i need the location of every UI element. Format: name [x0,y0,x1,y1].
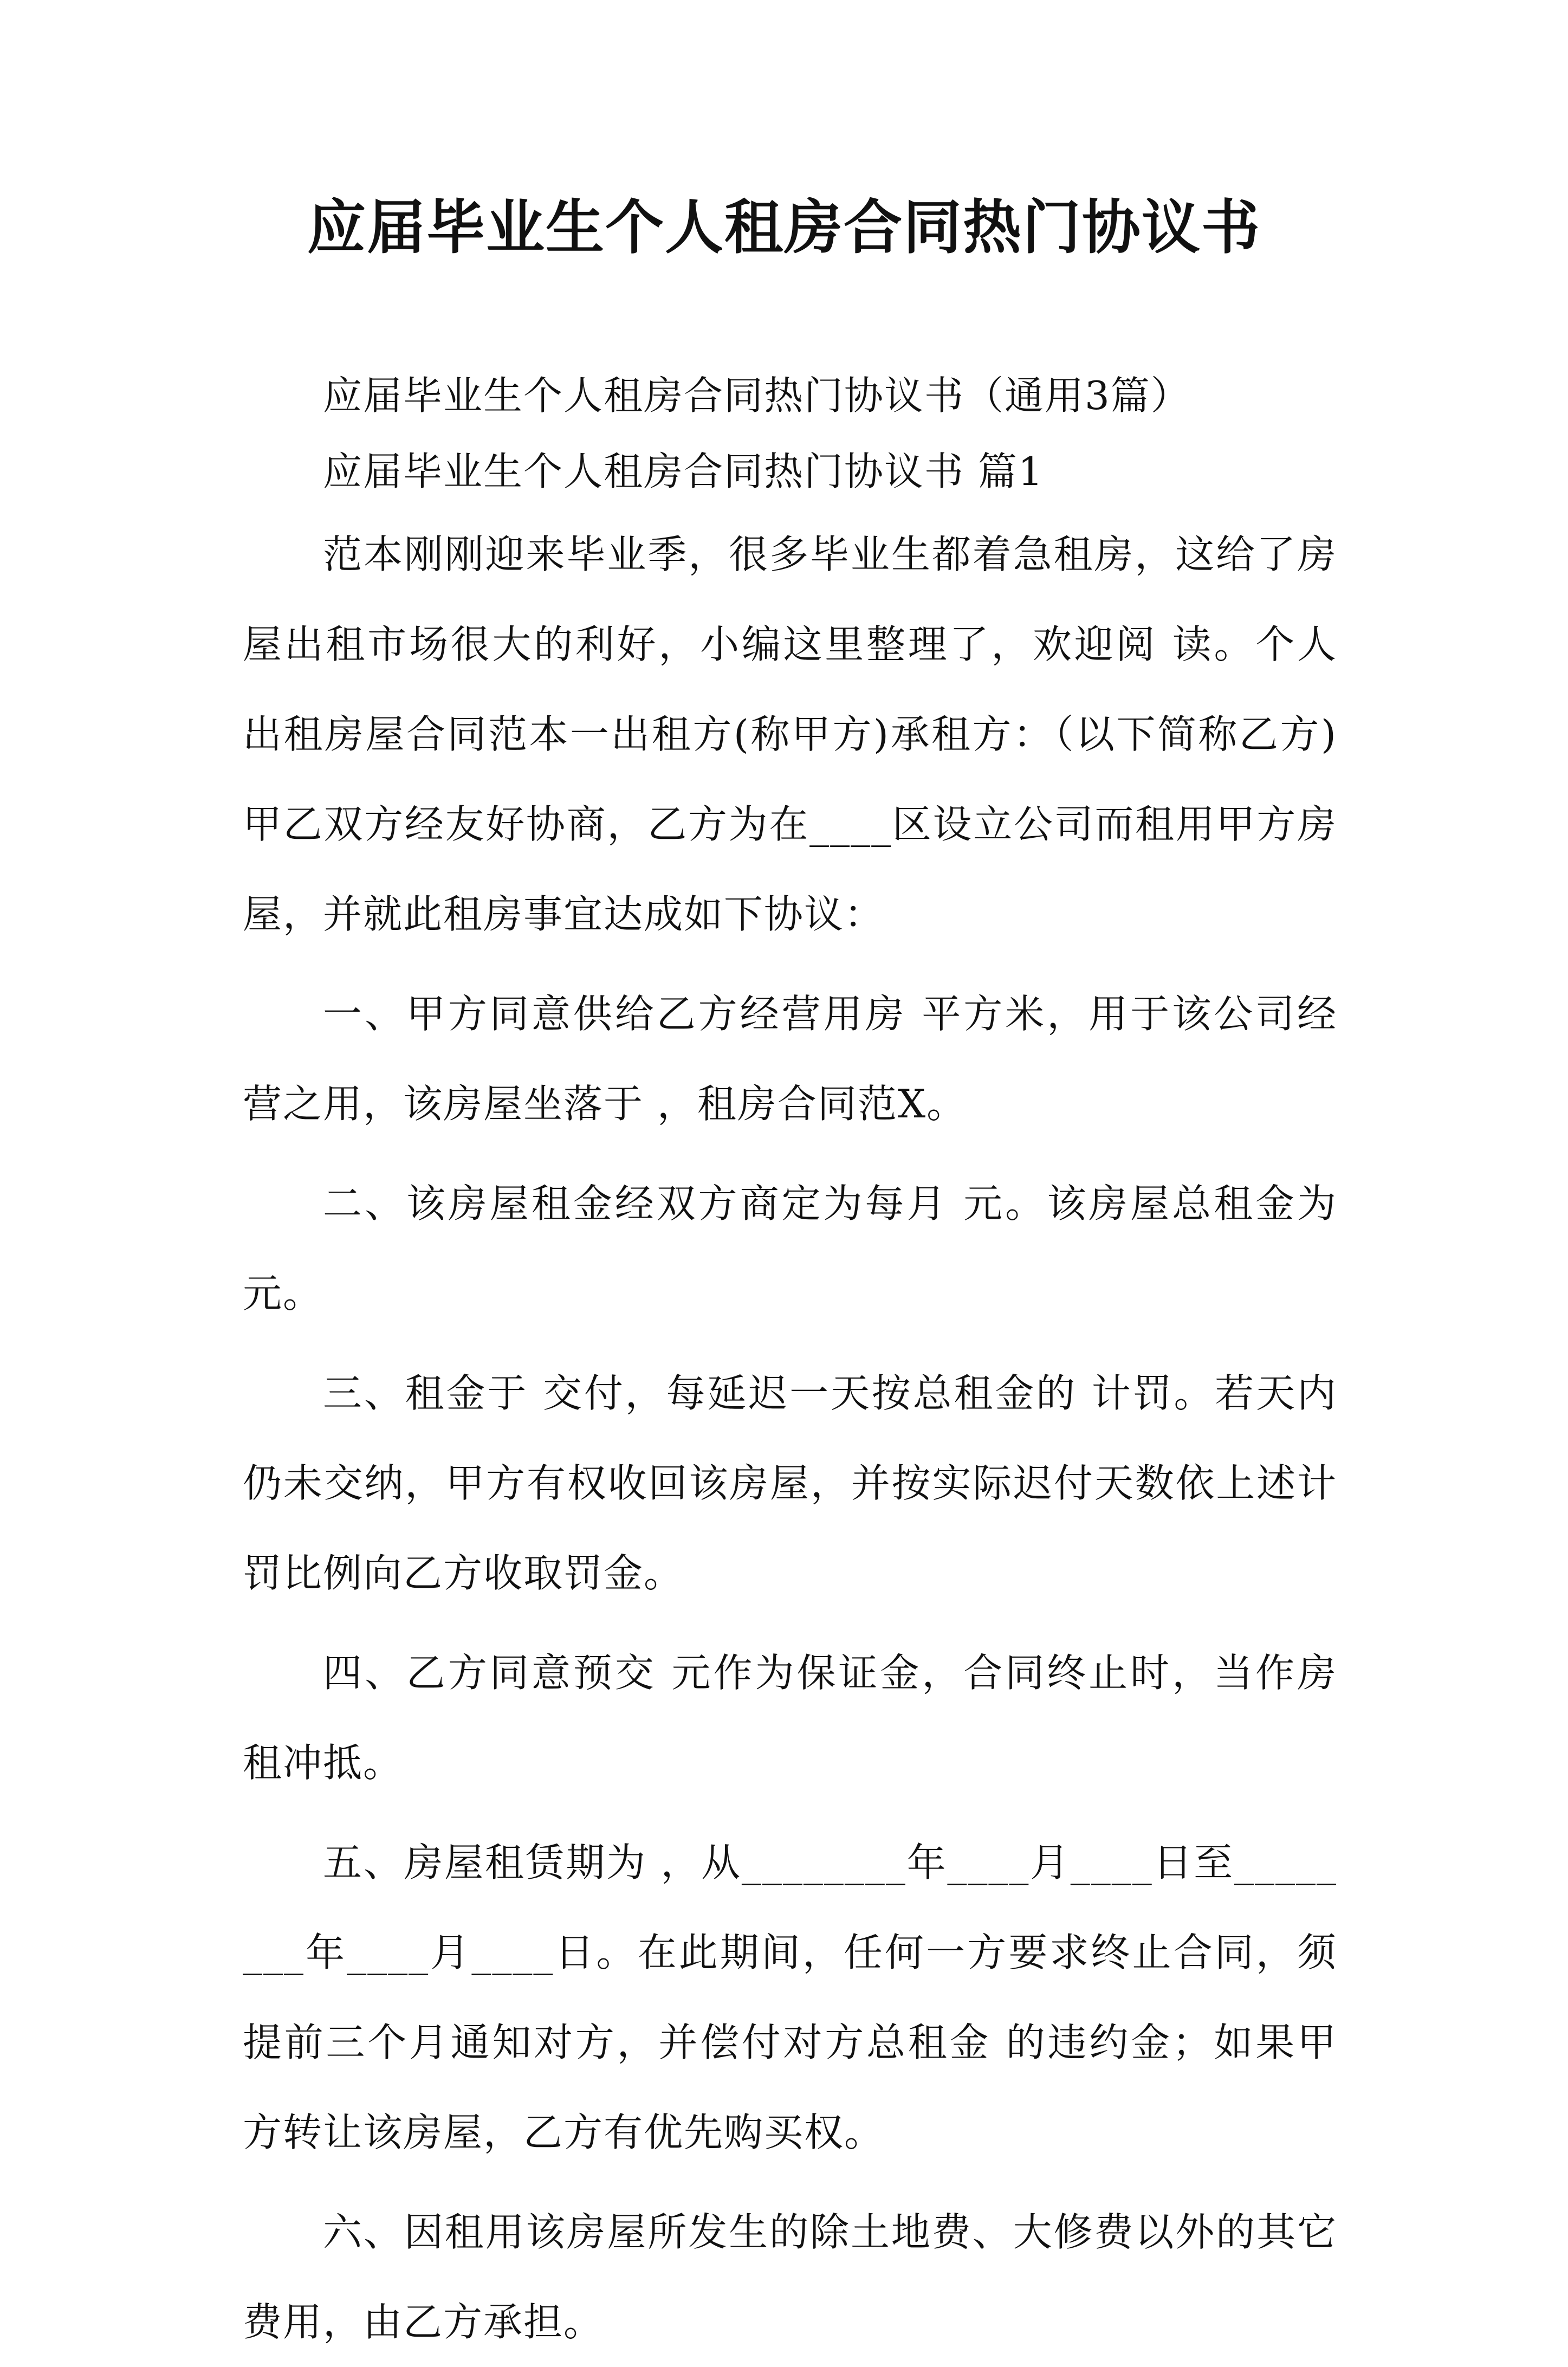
document-body [243,358,1337,2367]
clause-6: 六、因租用该房屋所发生的除土地费、大修费以外的其它费用，由乙方承担。 [243,2209,1337,2345]
document-title: 应届毕业生个人租房合同热门协议书 [307,193,1261,262]
clause-2: 二、该房屋租金经双方商定为每月 元。该房屋总租金为 元。 [243,1181,1337,1316]
clause-5: 五、房屋租赁期为 ，从________年____月____日至________年____月____日。在此期间，任何一方要求终止合同，须提前三个月通知对方，并偿付对方总租金 的违约金；如果甲方转让该房屋，乙方有优先购买权。 [243,1840,1337,2155]
clause-3: 三、租金于 交付，每延迟一天按总租金的 计罚。若天内仍未交纳，甲方有权收回该房屋，并按实际迟付天数依上述计罚比例向乙方收取罚金。 [243,1370,1337,1596]
section-heading: 应届毕业生个人租房合同热门协议书 篇1 [323,449,1044,494]
document-subtitle: 应届毕业生个人租房合同热门协议书（通用3篇） [323,373,1191,418]
clause-1: 一、甲方同意供给乙方经营用房 平方米，用于该公司经营之用，该房屋坐落于 ，租房合同范X。 [243,991,1337,1127]
clause-4: 四、乙方同意预交 元作为保证金，合同终止时，当作房租冲抵。 [243,1650,1337,1786]
intro-paragraph: 范本刚刚迎来毕业季，很多毕业生都着急租房，这给了房屋出租市场很大的利好，小编这里整理了，欢迎阅 读。个人出租房屋合同范本一出租方(称甲方)承租方：（以下简称乙方)甲乙双方经友好协商，乙方为在____区设立公司而租用甲方房屋，并就此租房事宜达成如下协议： [243,532,1337,937]
